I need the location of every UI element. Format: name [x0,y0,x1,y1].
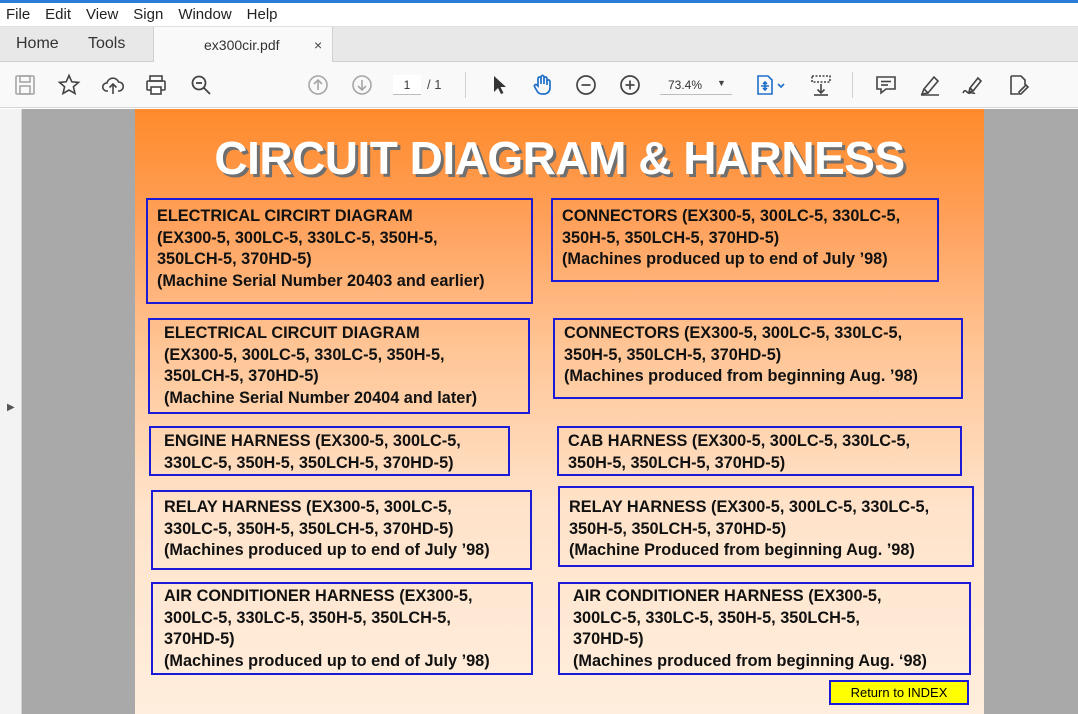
pdf-page [135,109,984,714]
menu-view[interactable]: View [86,6,119,23]
menu-edit[interactable]: Edit [45,6,72,23]
menu-window[interactable]: Window [178,6,232,23]
toolbar [0,62,1078,108]
expand-arrow-icon[interactable]: ▶ [7,402,15,413]
fit-page-icon[interactable] [752,72,788,98]
page-total: / 1 [427,77,442,92]
chevron-down-icon: ▼ [717,78,726,88]
highlight-pen-icon[interactable] [917,72,943,98]
tab-bar [0,27,1078,62]
tab-document-title: ex300cir.pdf [204,36,280,53]
page-number-input[interactable] [393,75,421,95]
link-connectors-july98[interactable]: CONNECTORS (EX300-5, 300LC-5, 330LC-5, 350H-5, 350LCH-5, 370HD-5) (Machines produced up to end of July ’98) [551,198,939,282]
tab-tools[interactable]: Tools [88,35,126,52]
menu-bar [0,3,1078,27]
link-electrical-diagram-early[interactable]: ELECTRICAL CIRCIRT DIAGRAM (EX300-5, 300LC-5, 330LC-5, 350H-5, 350LCH-5, 370HD-5) (Machine Serial Number 20403 and earlier) [146,198,533,304]
link-cab-harness[interactable]: CAB HARNESS (EX300-5, 300LC-5, 330LC-5, 350H-5, 350LCH-5, 370HD-5) [557,426,962,476]
print-icon[interactable] [143,72,169,98]
page-title: CIRCUIT DIAGRAM & HARNESS [214,132,905,184]
sign-icon[interactable] [960,72,986,98]
prev-page-icon[interactable] [305,72,331,98]
tab-home[interactable]: Home [16,35,59,52]
comment-icon[interactable] [873,72,899,98]
save-icon[interactable] [12,72,38,98]
menu-sign[interactable]: Sign [133,6,164,23]
link-air-conditioner-harness-july98[interactable]: AIR CONDITIONER HARNESS (EX300-5, 300LC-5, 330LC-5, 350H-5, 350LCH-5, 370HD-5) (Machines produced up to end of July ’98) [151,582,533,675]
left-pane-toggle[interactable] [0,109,22,714]
hand-icon[interactable] [529,72,555,98]
zoom-value: 73.4% [668,78,703,92]
document-viewer[interactable] [0,109,1078,714]
toolbar-divider [465,72,466,98]
menu-file[interactable]: File [6,6,31,23]
star-icon[interactable] [56,72,82,98]
zoom-search-icon[interactable] [188,72,214,98]
select-pointer-icon[interactable] [486,72,512,98]
zoom-dropdown[interactable] [660,75,732,95]
zoom-out-icon[interactable] [573,72,599,98]
close-icon[interactable]: × [314,36,323,53]
link-relay-harness-july98[interactable]: RELAY HARNESS (EX300-5, 300LC-5, 330LC-5, 350H-5, 350LCH-5, 370HD-5) (Machines produced up to end of July ’98) [151,490,532,570]
link-electrical-diagram-late[interactable]: ELECTRICAL CIRCUIT DIAGRAM (EX300-5, 300LC-5, 330LC-5, 350H-5, 350LCH-5, 370HD-5) (Machine Serial Number 20404 and later) [148,318,530,414]
tab-document[interactable] [153,27,333,62]
next-page-icon[interactable] [349,72,375,98]
link-air-conditioner-harness-aug98[interactable]: AIR CONDITIONER HARNESS (EX300-5, 300LC-5, 330LC-5, 350H-5, 350LCH-5, 370HD-5) (Machines produced from beginning Aug. ‘98) [558,582,971,675]
zoom-in-icon[interactable] [617,72,643,98]
menu-help[interactable]: Help [246,6,278,23]
return-to-index-button[interactable]: Return to INDEX [829,680,969,705]
link-relay-harness-aug98[interactable]: RELAY HARNESS (EX300-5, 300LC-5, 330LC-5, 350H-5, 350LCH-5, 370HD-5) (Machine Produced from beginning Aug. ’98) [558,486,974,567]
upload-cloud-icon[interactable] [100,72,126,98]
toolbar-divider [852,72,853,98]
scroll-mode-icon[interactable] [808,72,834,98]
link-connectors-aug98[interactable]: CONNECTORS (EX300-5, 300LC-5, 330LC-5, 350H-5, 350LCH-5, 370HD-5) (Machines produced from beginning Aug. ’98) [553,318,963,399]
fill-sign-icon[interactable] [1005,72,1031,98]
link-engine-harness[interactable]: ENGINE HARNESS (EX300-5, 300LC-5, 330LC-5, 350H-5, 350LCH-5, 370HD-5) [149,426,510,476]
